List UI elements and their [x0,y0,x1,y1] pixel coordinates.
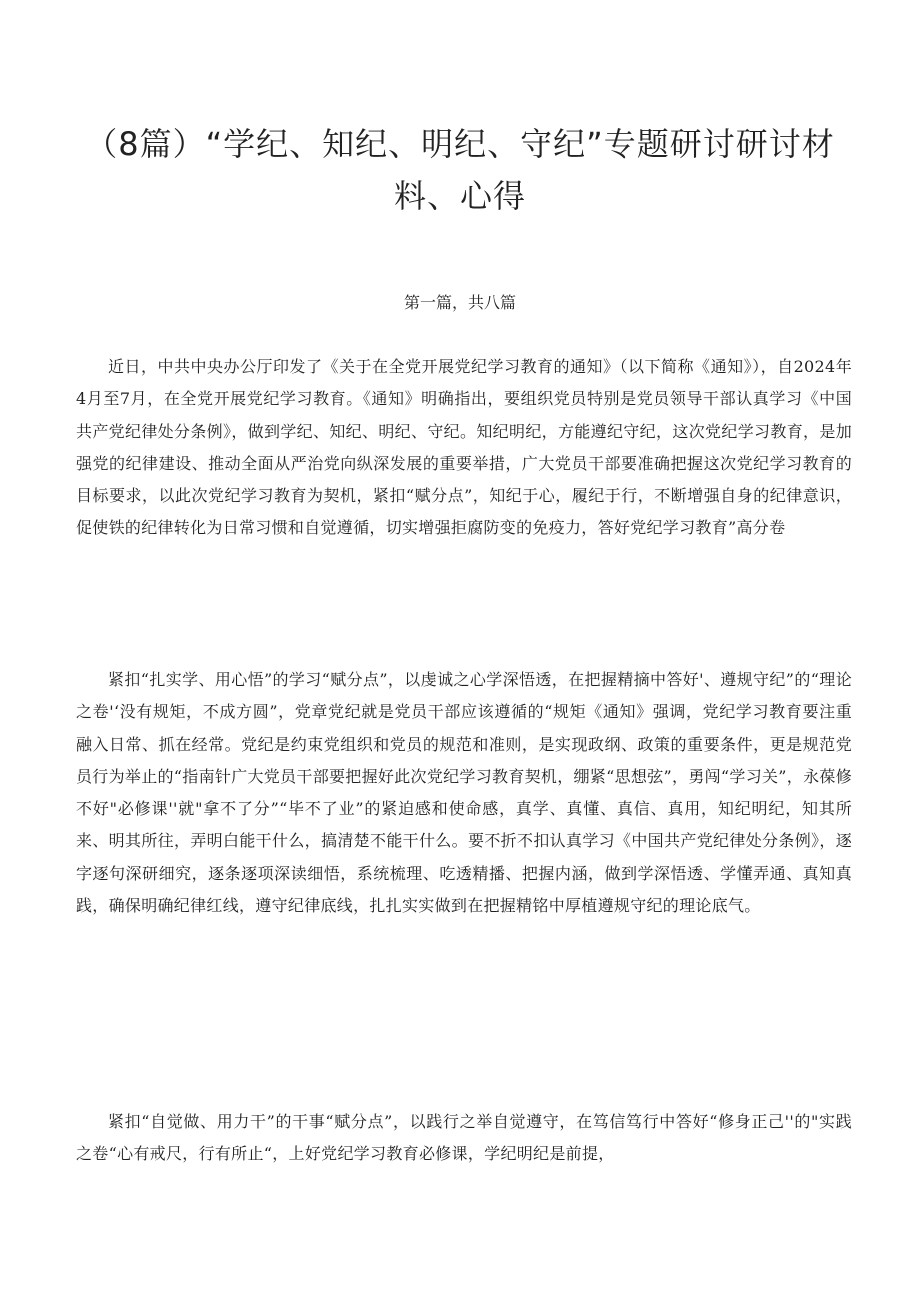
document-title: （8篇）“学纪、知纪、明纪、守纪”专题研讨研讨材料、心得 [85,125,835,215]
paragraph-3: 紧扣“自觉做、用力干”的干事“赋分点”，以践行之举自觉遵守，在笃信笃行中答好“修身正己''的"实践之卷“心有戒尺，行有所止“，上好党纪学习教育必修课，学纪明纪是前提， [76,1112,852,1164]
document-subtitle: 第一篇，共八篇 [403,293,516,312]
paragraph-1: 近日，中共中央办公厅印发了《关于在全党开展党纪学习教育的通知》（以下简称《通知》），自2024年4月至7月，在全党开展党纪学习教育。《通知》明确指出，要组织党员特别是党员领导干部认真学习《中国共产党纪律处分条例》，做到学纪、知纪、明纪、守纪。知纪明纪，方能遵纪守纪，这次党纪学习教育，是加强党的纪律建设、推动全面从严治党向纵深发展的重要举措，广大党员干部要准确把握这次党纪学习教育的目标要求，以此次党纪学习教育为契机，紧扣“赋分点”，知纪于心，履纪于行，不断增强自身的纪律意识，促使铁的纪律转化为日常习惯和自觉遵循，切实增强拒腐防变的免疫力，答好党纪学习教育”高分卷 [76,357,852,538]
paragraph-2: 紧扣“扎实学、用心悟”的学习“赋分点”，以虔诚之心学深悟透，在把握精摘中答好'、遵规守纪”的“理论之卷'‘没有规矩，不成方圆”，党章党纪就是党员干部应该遵循的“规矩《通知》强调，党纪学习教育要注重融入日常、抓在经常。党纪是约束党组织和党员的规范和准则，是实现政纲、政策的重要条件，更是规范党员行为举止的“指南针广大党员干部要把握好此次党纪学习教育契机，绷紧“思想弦”，勇闯“学习关”，永葆修不好"必修课''就"拿不了分”“毕不了业”的紧迫感和使命感，真学、真懂、真信、真用，知纪明纪，知其所来、明其所往，弄明白能干什么，搞清楚不能干什么。要不折不扣认真学习《中国共产党纪律处分条例》，逐字逐句深研细究，逐条逐项深读细悟，系统梳理、吃透精播、把握内涵，做到学深悟透、学懂弄通、真知真践，确保明确纪律红线，遵守纪律底线，扎扎实实做到在把握精铭中厚植遵规守纪的理论底气。 [76,670,852,916]
